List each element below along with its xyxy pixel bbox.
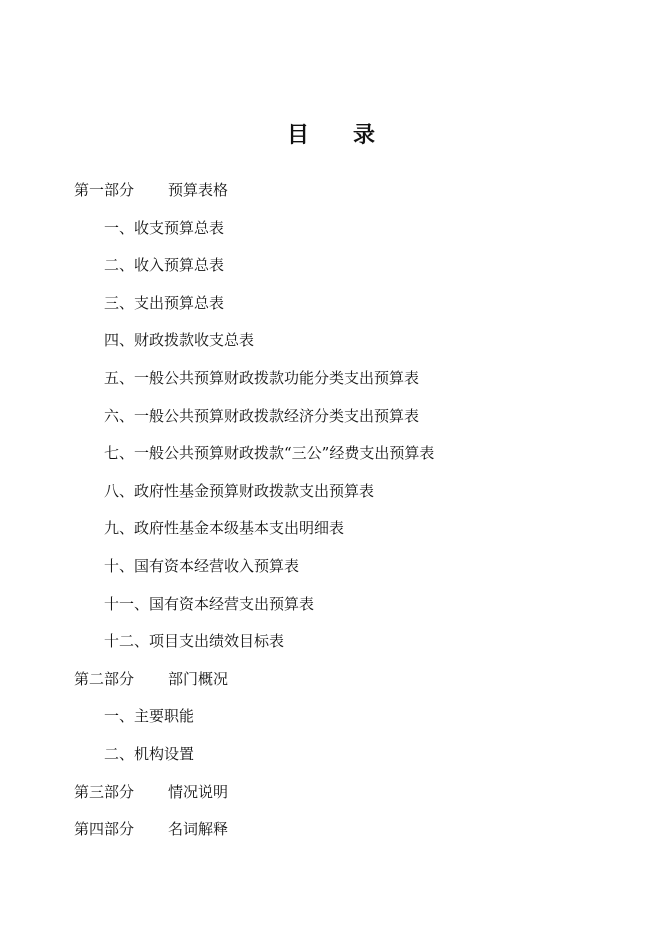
toc-item: 二、机构设置 (104, 744, 195, 763)
page-title (0, 118, 662, 149)
toc-item: 二、收入预算总表 (104, 256, 225, 275)
toc-item: 三、支出预算总表 (104, 293, 225, 312)
toc-item: 一、收支预算总表 (104, 218, 225, 237)
toc-part-number: 第三部分 (74, 782, 135, 801)
toc-part-number: 第四部分 (74, 820, 135, 839)
toc-item: 八、政府性基金预算财政拨款支出预算表 (104, 481, 375, 500)
toc-item: 十一、国有资本经营支出预算表 (104, 594, 315, 613)
toc-item: 十、国有资本经营收入预算表 (104, 556, 300, 575)
table-of-contents (74, 175, 634, 852)
toc-item: 一、主要职能 (104, 707, 195, 726)
title-char-2: 录 (353, 122, 376, 148)
toc-item: 七、一般公共预算财政拨款“三公”经费支出预算表 (104, 444, 435, 463)
toc-part-label: 情况说明 (168, 782, 229, 801)
toc-item: 五、一般公共预算财政拨款功能分类支出预算表 (104, 368, 420, 387)
toc-part-4 (74, 814, 634, 852)
toc-part-label: 部门概况 (168, 669, 229, 688)
toc-part-2 (74, 664, 634, 702)
toc-part-3 (74, 777, 634, 815)
toc-item: 九、政府性基金本级基本支出明细表 (104, 519, 345, 538)
toc-item: 十二、项目支出绩效目标表 (104, 632, 285, 651)
toc-part-number: 第一部分 (74, 181, 135, 199)
toc-part-label: 预算表格 (168, 181, 229, 199)
toc-item: 六、一般公共预算财政拨款经济分类支出预算表 (104, 406, 420, 425)
toc-part-number: 第二部分 (74, 669, 135, 688)
toc-part-label: 名词解释 (168, 820, 229, 839)
toc-item: 四、财政拨款收支总表 (104, 331, 255, 350)
toc-part-1 (74, 175, 634, 213)
title-char-1: 目 (286, 122, 309, 148)
